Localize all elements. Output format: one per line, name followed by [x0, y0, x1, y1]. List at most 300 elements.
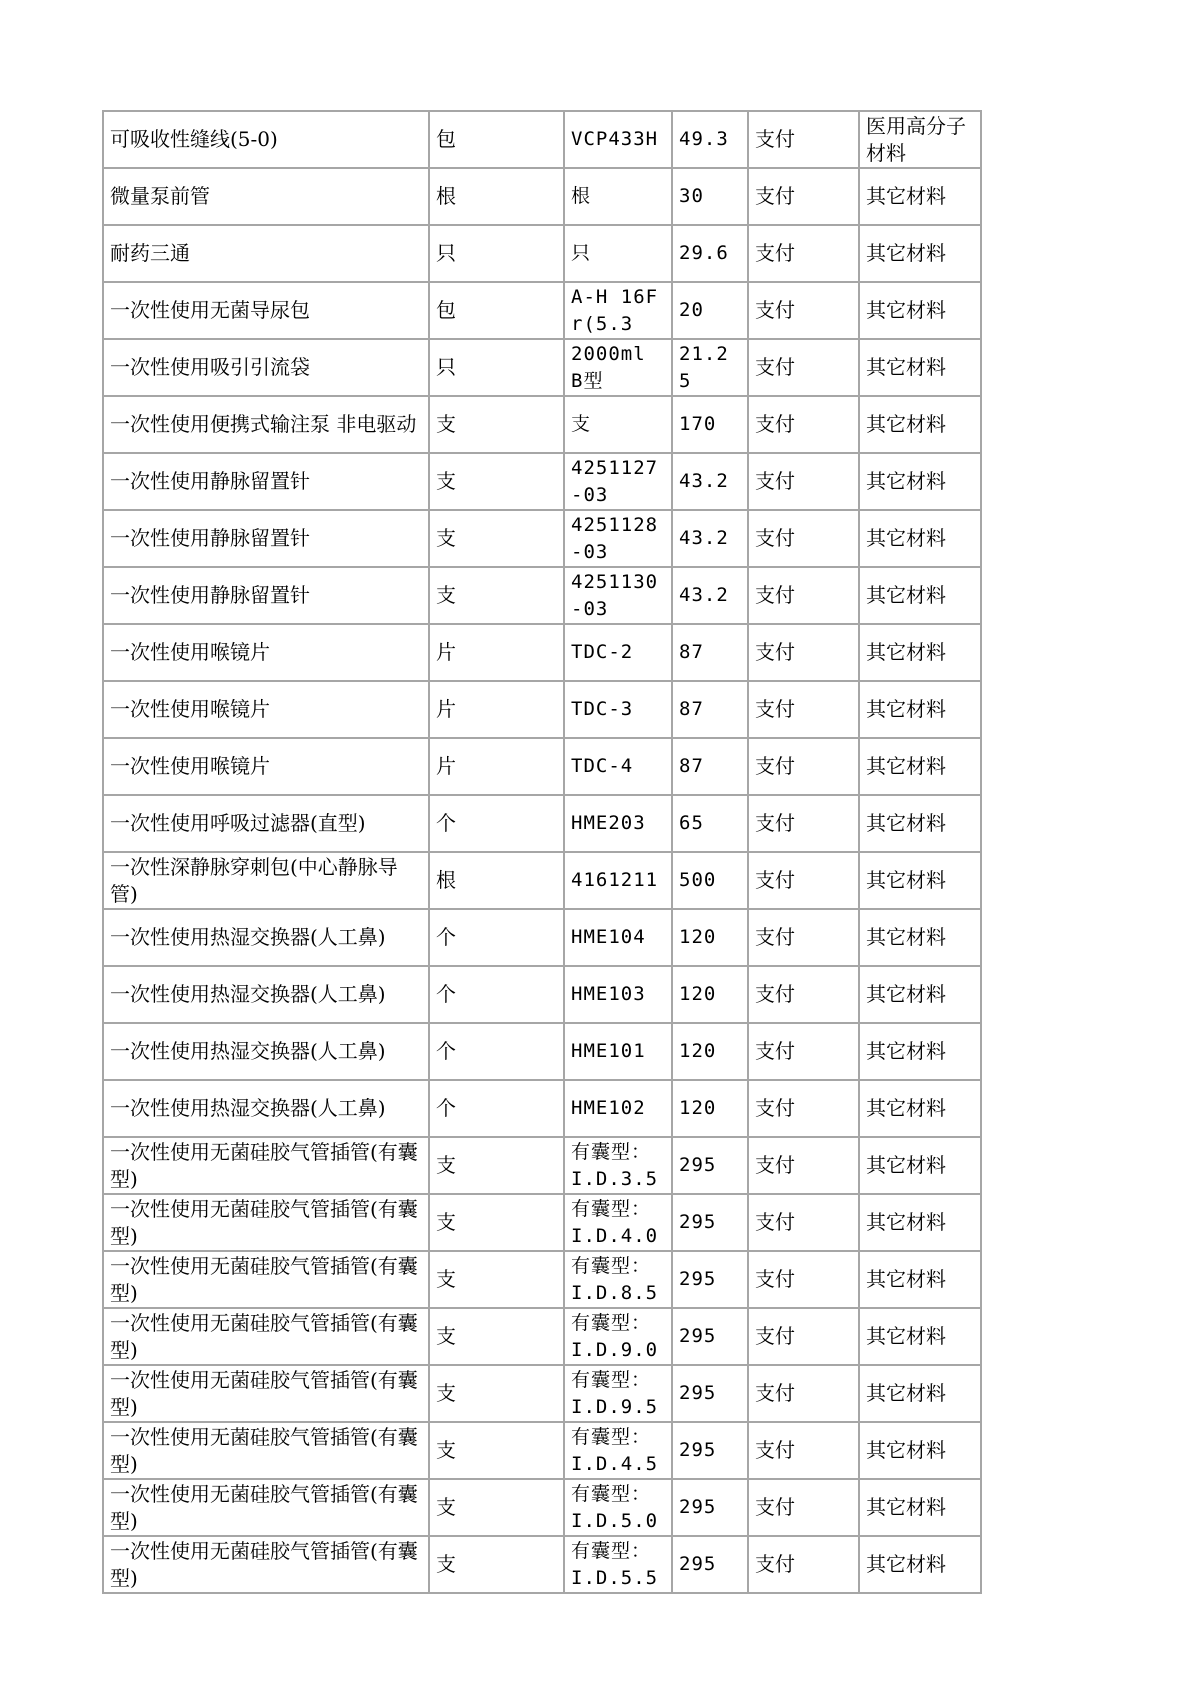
materials-table — [102, 110, 982, 1594]
item-name-cell — [103, 966, 429, 1023]
item-name-cell-text: 耐药三通 — [110, 241, 190, 265]
unit-cell-text: 支 — [436, 1495, 456, 1519]
item-name-cell-text: 一次性使用热湿交换器(人工鼻) — [110, 1096, 386, 1120]
price-cell — [672, 1080, 748, 1137]
payment-cell-text: 支付 — [755, 1153, 795, 1177]
spec-cell-text: 支 — [571, 413, 592, 435]
unit-cell — [429, 111, 564, 168]
payment-cell — [748, 738, 859, 795]
item-name-cell-text: 一次性使用无菌硅胶气管插管(有囊型) — [110, 1538, 418, 1590]
payment-cell-text: 支付 — [755, 1039, 795, 1063]
category-cell — [859, 1023, 981, 1080]
payment-cell-text: 支付 — [755, 184, 795, 208]
spec-cell — [564, 1137, 672, 1194]
unit-cell-text: 支 — [436, 1552, 456, 1576]
spec-cell — [564, 168, 672, 225]
spec-cell — [564, 1194, 672, 1251]
category-cell-text: 其它材料 — [866, 526, 946, 550]
spec-cell — [564, 1251, 672, 1308]
item-name-cell — [103, 1023, 429, 1080]
price-cell-text: 87 — [679, 755, 704, 777]
spec-cell-text: 有囊型：I.D.4.5 — [571, 1425, 659, 1475]
item-name-cell — [103, 909, 429, 966]
unit-cell — [429, 1479, 564, 1536]
spec-cell-text: TDC-3 — [571, 698, 634, 720]
spec-cell-text: HME101 — [571, 1040, 646, 1062]
unit-cell — [429, 1137, 564, 1194]
materials-table-body — [103, 111, 981, 1593]
item-name-cell-text: 一次性使用静脉留置针 — [110, 526, 310, 550]
category-cell-text: 其它材料 — [866, 1495, 946, 1519]
payment-cell-text: 支付 — [755, 982, 795, 1006]
spec-cell-text: VCP433H — [571, 128, 659, 150]
item-name-cell-text: 一次性使用无菌硅胶气管插管(有囊型) — [110, 1367, 418, 1419]
price-cell-text: 120 — [679, 983, 717, 1005]
item-name-cell — [103, 339, 429, 396]
category-cell — [859, 1422, 981, 1479]
category-cell — [859, 567, 981, 624]
spec-cell — [564, 909, 672, 966]
category-cell — [859, 795, 981, 852]
spec-cell-text: 有囊型：I.D.5.0 — [571, 1482, 659, 1532]
payment-cell — [748, 1536, 859, 1593]
spec-cell-text: HME104 — [571, 926, 646, 948]
unit-cell — [429, 681, 564, 738]
category-cell — [859, 225, 981, 282]
price-cell — [672, 1536, 748, 1593]
price-cell — [672, 909, 748, 966]
table-row — [103, 453, 981, 510]
spec-cell — [564, 339, 672, 396]
payment-cell — [748, 1251, 859, 1308]
table-row — [103, 168, 981, 225]
spec-cell — [564, 1308, 672, 1365]
payment-cell — [748, 1194, 859, 1251]
category-cell — [859, 1080, 981, 1137]
item-name-cell — [103, 1308, 429, 1365]
item-name-cell-text: 一次性使用便携式输注泵 非电驱动 — [110, 412, 417, 436]
unit-cell-text: 支 — [436, 1381, 456, 1405]
spec-cell — [564, 966, 672, 1023]
payment-cell-text: 支付 — [755, 697, 795, 721]
price-cell-text: 87 — [679, 698, 704, 720]
payment-cell-text: 支付 — [755, 469, 795, 493]
payment-cell — [748, 453, 859, 510]
unit-cell — [429, 225, 564, 282]
item-name-cell — [103, 510, 429, 567]
table-row — [103, 567, 981, 624]
payment-cell — [748, 1308, 859, 1365]
category-cell — [859, 738, 981, 795]
unit-cell-text: 只 — [436, 355, 456, 379]
item-name-cell — [103, 1365, 429, 1422]
price-cell-text: 295 — [679, 1154, 717, 1176]
price-cell-text: 295 — [679, 1382, 717, 1404]
unit-cell-text: 包 — [436, 127, 456, 151]
spec-cell-text: 有囊型：I.D.4.0 — [571, 1197, 659, 1247]
item-name-cell — [103, 1251, 429, 1308]
item-name-cell — [103, 1479, 429, 1536]
unit-cell-text: 支 — [436, 412, 456, 436]
table-row — [103, 225, 981, 282]
price-cell — [672, 738, 748, 795]
unit-cell-text: 个 — [436, 982, 456, 1006]
unit-cell-text: 包 — [436, 298, 456, 322]
item-name-cell-text: 一次性使用静脉留置针 — [110, 469, 310, 493]
spec-cell — [564, 567, 672, 624]
payment-cell-text: 支付 — [755, 811, 795, 835]
price-cell — [672, 168, 748, 225]
category-cell — [859, 1479, 981, 1536]
price-cell — [672, 453, 748, 510]
unit-cell — [429, 168, 564, 225]
price-cell-text: 295 — [679, 1211, 717, 1233]
item-name-cell — [103, 738, 429, 795]
payment-cell-text: 支付 — [755, 583, 795, 607]
category-cell — [859, 1194, 981, 1251]
spec-cell-text: 有囊型：I.D.5.5 — [571, 1539, 659, 1589]
spec-cell-text: A-H 16Fr(5.3 — [571, 285, 659, 335]
spec-cell — [564, 1422, 672, 1479]
payment-cell-text: 支付 — [755, 1438, 795, 1462]
price-cell — [672, 681, 748, 738]
unit-cell-text: 支 — [436, 469, 456, 493]
spec-cell — [564, 396, 672, 453]
category-cell — [859, 1536, 981, 1593]
spec-cell-text: 有囊型：I.D.3.5 — [571, 1140, 659, 1190]
payment-cell-text: 支付 — [755, 1267, 795, 1291]
unit-cell — [429, 453, 564, 510]
payment-cell — [748, 510, 859, 567]
payment-cell — [748, 909, 859, 966]
price-cell-text: 120 — [679, 1097, 717, 1119]
category-cell — [859, 1137, 981, 1194]
price-cell — [672, 624, 748, 681]
category-cell-text: 其它材料 — [866, 1381, 946, 1405]
spec-cell — [564, 282, 672, 339]
category-cell-text: 其它材料 — [866, 640, 946, 664]
item-name-cell — [103, 852, 429, 909]
spec-cell — [564, 453, 672, 510]
spec-cell-text: HME102 — [571, 1097, 646, 1119]
price-cell-text: 29.6 — [679, 242, 729, 264]
item-name-cell — [103, 1194, 429, 1251]
spec-cell-text: TDC-4 — [571, 755, 634, 777]
payment-cell-text: 支付 — [755, 1552, 795, 1576]
payment-cell — [748, 282, 859, 339]
table-row — [103, 1251, 981, 1308]
category-cell — [859, 396, 981, 453]
category-cell-text: 其它材料 — [866, 298, 946, 322]
payment-cell — [748, 1137, 859, 1194]
table-row — [103, 1194, 981, 1251]
unit-cell-text: 只 — [436, 241, 456, 265]
unit-cell-text: 支 — [436, 1267, 456, 1291]
table-row — [103, 1365, 981, 1422]
payment-cell-text: 支付 — [755, 1324, 795, 1348]
spec-cell — [564, 681, 672, 738]
item-name-cell — [103, 624, 429, 681]
category-cell — [859, 852, 981, 909]
item-name-cell-text: 一次性使用呼吸过滤器(直型) — [110, 811, 366, 835]
spec-cell-text: 4251130-03 — [571, 570, 659, 620]
category-cell-text: 其它材料 — [866, 697, 946, 721]
unit-cell — [429, 396, 564, 453]
item-name-cell-text: 一次性使用无菌导尿包 — [110, 298, 310, 322]
price-cell-text: 43.2 — [679, 584, 729, 606]
category-cell-text: 医用高分子材料 — [866, 113, 966, 165]
unit-cell-text: 支 — [436, 583, 456, 607]
spec-cell-text: 4251128-03 — [571, 513, 659, 563]
item-name-cell — [103, 1080, 429, 1137]
price-cell-text: 43.2 — [679, 527, 729, 549]
item-name-cell-text: 微量泵前管 — [110, 184, 210, 208]
spec-cell-text: 2000ml B型 — [571, 342, 646, 392]
item-name-cell — [103, 681, 429, 738]
price-cell-text: 20 — [679, 299, 704, 321]
payment-cell-text: 支付 — [755, 355, 795, 379]
item-name-cell-text: 一次性使用热湿交换器(人工鼻) — [110, 925, 386, 949]
payment-cell-text: 支付 — [755, 1096, 795, 1120]
unit-cell — [429, 1308, 564, 1365]
price-cell-text: 500 — [679, 869, 717, 891]
payment-cell — [748, 339, 859, 396]
category-cell — [859, 909, 981, 966]
table-row — [103, 339, 981, 396]
item-name-cell-text: 一次性使用无菌硅胶气管插管(有囊型) — [110, 1481, 418, 1533]
category-cell — [859, 282, 981, 339]
unit-cell-text: 支 — [436, 1438, 456, 1462]
unit-cell — [429, 1365, 564, 1422]
spec-cell — [564, 510, 672, 567]
spec-cell — [564, 1536, 672, 1593]
unit-cell — [429, 852, 564, 909]
item-name-cell-text: 一次性使用热湿交换器(人工鼻) — [110, 1039, 386, 1063]
payment-cell-text: 支付 — [755, 754, 795, 778]
unit-cell — [429, 1194, 564, 1251]
table-row — [103, 681, 981, 738]
spec-cell — [564, 624, 672, 681]
category-cell — [859, 1365, 981, 1422]
price-cell — [672, 1251, 748, 1308]
category-cell-text: 其它材料 — [866, 355, 946, 379]
category-cell-text: 其它材料 — [866, 241, 946, 265]
spec-cell-text: 有囊型：I.D.9.5 — [571, 1368, 659, 1418]
spec-cell-text: HME103 — [571, 983, 646, 1005]
spec-cell — [564, 1479, 672, 1536]
payment-cell — [748, 1479, 859, 1536]
spec-cell-text: 根 — [571, 185, 592, 207]
payment-cell-text: 支付 — [755, 1495, 795, 1519]
price-cell — [672, 567, 748, 624]
item-name-cell — [103, 168, 429, 225]
table-row — [103, 1422, 981, 1479]
table-row — [103, 1479, 981, 1536]
category-cell — [859, 966, 981, 1023]
payment-cell-text: 支付 — [755, 868, 795, 892]
price-cell — [672, 396, 748, 453]
payment-cell — [748, 1365, 859, 1422]
unit-cell — [429, 510, 564, 567]
item-name-cell — [103, 396, 429, 453]
price-cell-text: 120 — [679, 1040, 717, 1062]
price-cell-text: 295 — [679, 1439, 717, 1461]
unit-cell — [429, 1536, 564, 1593]
spec-cell — [564, 852, 672, 909]
payment-cell — [748, 396, 859, 453]
payment-cell-text: 支付 — [755, 526, 795, 550]
price-cell — [672, 1194, 748, 1251]
item-name-cell-text: 一次性使用无菌硅胶气管插管(有囊型) — [110, 1139, 418, 1191]
item-name-cell-text: 一次性使用静脉留置针 — [110, 583, 310, 607]
table-row — [103, 852, 981, 909]
item-name-cell-text: 一次性使用无菌硅胶气管插管(有囊型) — [110, 1424, 418, 1476]
unit-cell — [429, 738, 564, 795]
table-row — [103, 282, 981, 339]
item-name-cell — [103, 225, 429, 282]
payment-cell — [748, 168, 859, 225]
payment-cell — [748, 567, 859, 624]
unit-cell-text: 个 — [436, 1096, 456, 1120]
item-name-cell — [103, 1536, 429, 1593]
spec-cell — [564, 225, 672, 282]
unit-cell-text: 片 — [436, 754, 456, 778]
price-cell — [672, 1422, 748, 1479]
item-name-cell — [103, 453, 429, 510]
item-name-cell-text: 一次性深静脉穿刺包(中心静脉导管) — [110, 854, 398, 906]
category-cell-text: 其它材料 — [866, 184, 946, 208]
unit-cell-text: 支 — [436, 1153, 456, 1177]
category-cell-text: 其它材料 — [866, 412, 946, 436]
category-cell — [859, 681, 981, 738]
payment-cell — [748, 681, 859, 738]
price-cell — [672, 966, 748, 1023]
price-cell-text: 43.2 — [679, 470, 729, 492]
payment-cell — [748, 624, 859, 681]
price-cell-text: 87 — [679, 641, 704, 663]
price-cell — [672, 1023, 748, 1080]
price-cell — [672, 1479, 748, 1536]
unit-cell — [429, 339, 564, 396]
spec-cell — [564, 795, 672, 852]
unit-cell-text: 支 — [436, 1324, 456, 1348]
spec-cell-text: 只 — [571, 242, 592, 264]
payment-cell-text: 支付 — [755, 1210, 795, 1234]
unit-cell-text: 片 — [436, 640, 456, 664]
unit-cell — [429, 282, 564, 339]
payment-cell-text: 支付 — [755, 1381, 795, 1405]
payment-cell — [748, 111, 859, 168]
category-cell-text: 其它材料 — [866, 868, 946, 892]
price-cell — [672, 225, 748, 282]
spec-cell-text: 有囊型：I.D.8.5 — [571, 1254, 659, 1304]
price-cell-text: 30 — [679, 185, 704, 207]
payment-cell — [748, 852, 859, 909]
payment-cell-text: 支付 — [755, 127, 795, 151]
category-cell-text: 其它材料 — [866, 1552, 946, 1576]
item-name-cell-text: 一次性使用喉镜片 — [110, 697, 270, 721]
spec-cell-text: 有囊型：I.D.9.0 — [571, 1311, 659, 1361]
item-name-cell-text: 一次性使用喉镜片 — [110, 640, 270, 664]
payment-cell-text: 支付 — [755, 640, 795, 664]
payment-cell — [748, 1023, 859, 1080]
spec-cell — [564, 1365, 672, 1422]
price-cell — [672, 111, 748, 168]
price-cell-text: 295 — [679, 1496, 717, 1518]
category-cell — [859, 111, 981, 168]
unit-cell-text: 支 — [436, 1210, 456, 1234]
table-row — [103, 1137, 981, 1194]
unit-cell — [429, 966, 564, 1023]
item-name-cell — [103, 567, 429, 624]
category-cell-text: 其它材料 — [866, 1267, 946, 1291]
item-name-cell-text: 一次性使用无菌硅胶气管插管(有囊型) — [110, 1196, 418, 1248]
price-cell-text: 170 — [679, 413, 717, 435]
item-name-cell-text: 一次性使用无菌硅胶气管插管(有囊型) — [110, 1253, 418, 1305]
unit-cell-text: 个 — [436, 925, 456, 949]
price-cell-text: 21.25 — [679, 342, 729, 392]
table-row — [103, 1308, 981, 1365]
item-name-cell — [103, 795, 429, 852]
price-cell — [672, 1308, 748, 1365]
unit-cell-text: 支 — [436, 526, 456, 550]
item-name-cell — [103, 1422, 429, 1479]
category-cell — [859, 339, 981, 396]
table-row — [103, 966, 981, 1023]
item-name-cell — [103, 1137, 429, 1194]
table-row — [103, 624, 981, 681]
unit-cell — [429, 1080, 564, 1137]
category-cell-text: 其它材料 — [866, 1438, 946, 1462]
category-cell — [859, 1308, 981, 1365]
unit-cell-text: 个 — [436, 811, 456, 835]
price-cell — [672, 795, 748, 852]
item-name-cell-text: 一次性使用吸引引流袋 — [110, 355, 310, 379]
category-cell-text: 其它材料 — [866, 1324, 946, 1348]
price-cell — [672, 510, 748, 567]
item-name-cell-text: 一次性使用喉镜片 — [110, 754, 270, 778]
spec-cell-text: 4161211 — [571, 869, 659, 891]
category-cell-text: 其它材料 — [866, 583, 946, 607]
price-cell — [672, 1365, 748, 1422]
category-cell-text: 其它材料 — [866, 811, 946, 835]
spec-cell — [564, 738, 672, 795]
unit-cell-text: 个 — [436, 1039, 456, 1063]
category-cell-text: 其它材料 — [866, 469, 946, 493]
category-cell-text: 其它材料 — [866, 1210, 946, 1234]
payment-cell-text: 支付 — [755, 298, 795, 322]
table-row — [103, 510, 981, 567]
unit-cell — [429, 795, 564, 852]
price-cell — [672, 282, 748, 339]
category-cell-text: 其它材料 — [866, 982, 946, 1006]
spec-cell-text: TDC-2 — [571, 641, 634, 663]
category-cell — [859, 168, 981, 225]
table-row — [103, 1023, 981, 1080]
price-cell — [672, 1137, 748, 1194]
table-row — [103, 1536, 981, 1593]
spec-cell — [564, 1023, 672, 1080]
item-name-cell-text: 一次性使用无菌硅胶气管插管(有囊型) — [110, 1310, 418, 1362]
category-cell — [859, 624, 981, 681]
payment-cell — [748, 1080, 859, 1137]
price-cell-text: 120 — [679, 926, 717, 948]
table-row — [103, 795, 981, 852]
price-cell — [672, 339, 748, 396]
spec-cell — [564, 1080, 672, 1137]
spec-cell — [564, 111, 672, 168]
payment-cell — [748, 225, 859, 282]
